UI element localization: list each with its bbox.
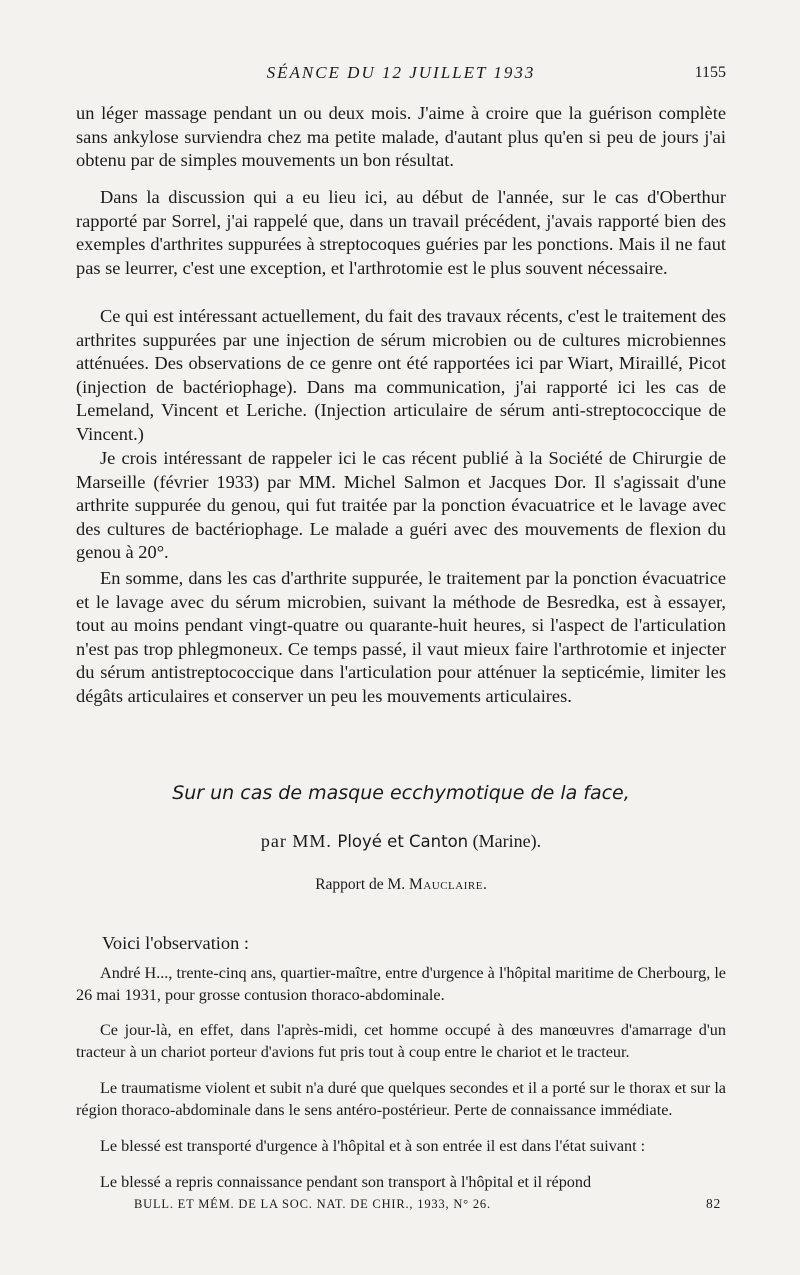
report-name: Mauclaire <box>409 876 483 893</box>
document-page <box>76 0 726 1275</box>
running-title: SÉANCE DU 12 JUILLET 1933 <box>266 63 536 82</box>
paragraph-conclusion: En somme, dans les cas d'arthrite suppurée, le traitement par la ponction évacuatrice et le lavage avec du sérum microbien, suivant la méthode de Besredka, est à essayer, tout au moins pendant vingt-quatre ou quarante-huit heures, si l'aspect de l'articulation n'est pas trop phlegmoneux. Ce temps passé, il vaut mieux faire l'arthrotomie et injecter du sérum antistreptococcique dans l'articulation pour atténuer la septicémie, limiter les dégâts articulaires et conserver un peu les mouvements articulaires. <box>76 568 726 706</box>
observation-heading: Voici l'observation : <box>102 933 250 953</box>
footer-journal: BULL. ET MÉM. DE LA SOC. NAT. DE CHIR., 1933, N° 26. <box>134 1197 491 1211</box>
article-authors <box>76 829 726 854</box>
report-prefix: Rapport de M. <box>315 876 410 893</box>
paragraph-discussion: Dans la discussion qui a eu lieu ici, au début de l'année, sur le cas d'Oberthur rapporté par Sorrel, j'ai rappelé que, dans un travail précédent, j'avais rapporté bien des exemples d'arthrites suppurées à streptocoques guéries par les ponctions. Mais il ne faut pas se leurrer, c'est une exception, et l'arthrotomie est le plus souvent nécessaire. <box>76 187 726 278</box>
article-title: Sur un cas de masque ecchymotique de la face, <box>172 782 630 804</box>
observation-paragraph: Ce jour-là, en effet, dans l'après-midi, cet homme occupé à des manœuvres d'amarrage d'un tracteur à un chariot porteur d'avions fut pris tout à coup entre le chariot et le tracteur. <box>76 1021 726 1061</box>
authors-suffix: (Marine). <box>468 831 542 851</box>
report-suffix: . <box>482 876 487 893</box>
paragraph-current-treatment: Ce qui est intéressant actuellement, du fait des travaux récents, c'est le traitement des arthrites suppurées par une injection de sérum microbien ou de cultures microbiennes atténuées. Des observations de ce genre ont été rapportées ici par Wiart, Miraillé, Picot (injection de bactériophage). Dans ma communication, j'ai rapporté ici les cas de Lemeland, Vincent et Leriche. (Injection articulaire de sérum anti-streptococcique de Vincent.) <box>76 306 726 444</box>
observation-paragraph: Le blessé est transporté d'urgence à l'hôpital et à son entrée il est dans l'état suivant : <box>100 1137 646 1155</box>
report-line <box>76 875 726 895</box>
running-head <box>76 62 726 84</box>
observation-paragraph: André H..., trente-cinq ans, quartier-maître, entre d'urgence à l'hôpital maritime de Cherbourg, le 26 mai 1931, pour grosse contusion thoraco-abdominale. <box>76 964 726 1004</box>
authors-names: Ployé et Canton <box>337 832 469 851</box>
page-number: 1155 <box>694 64 726 81</box>
page-footer <box>134 1195 722 1213</box>
observation-paragraph: Le blessé a repris connaissance pendant son transport à l'hôpital et il répond <box>100 1173 592 1191</box>
paragraph-marseille-case: Je crois intéressant de rappeler ici le cas récent publié à la Société de Chirurgie de Marseille (février 1933) par MM. Michel Salmon et Jacques Dor. Il s'agissait d'une arthrite suppurée du genou, qui fut traitée par la ponction évacuatrice et le lavage avec des cultures de bactériophage. Le malade a guéri avec des mouvements de flexion du genou à 20°. <box>76 448 726 563</box>
footer-sheet-number: 82 <box>706 1196 722 1211</box>
observation-paragraph: Le traumatisme violent et subit n'a duré que quelques secondes et il a porté sur le thorax et sur la région thoraco-abdominale dans le sens antéro-postérieur. Perte de connaissance immédiate. <box>76 1079 726 1119</box>
paragraph-continuation: un léger massage pendant un ou deux mois. J'aime à croire que la guérison complète sans ankylose surviendra chez ma petite malade, d'autant plus qu'en si peu de jours j'ai obtenu par de simples mouvements un bon résultat. <box>76 103 726 171</box>
authors-prefix: par MM. <box>260 831 338 851</box>
